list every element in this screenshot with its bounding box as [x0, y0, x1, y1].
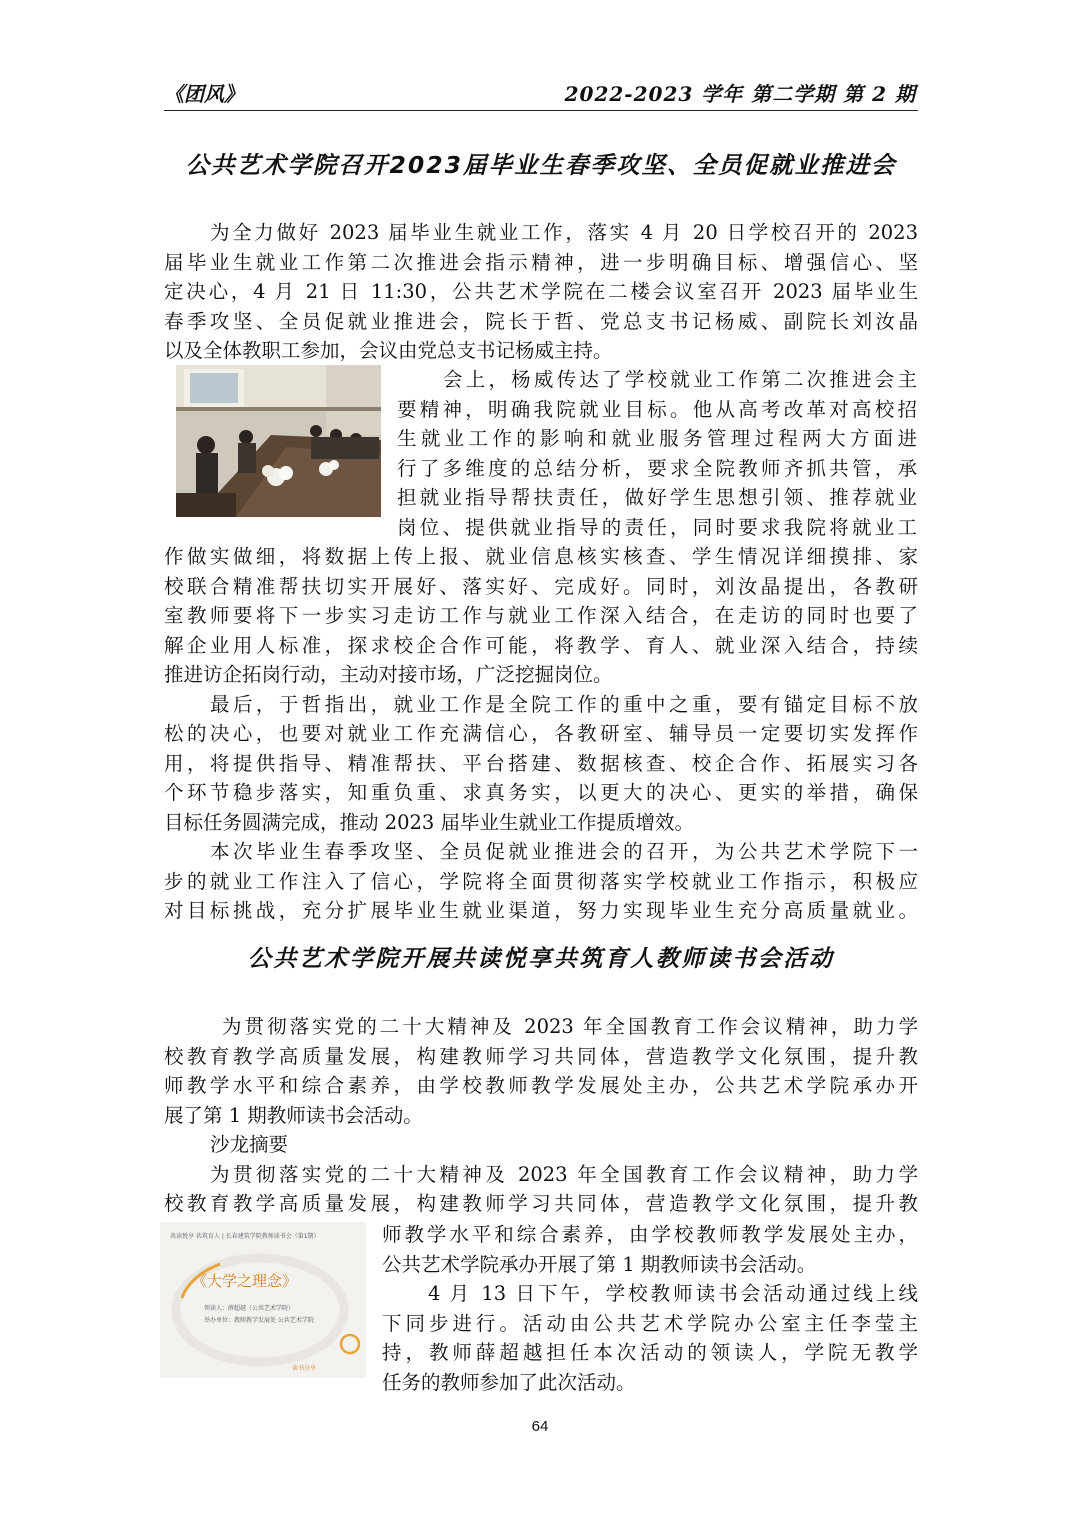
article1-body	[164, 542, 918, 926]
meeting-photo	[176, 365, 381, 517]
text-line: 松的决心，也要对就业工作充满信心，各教研室、辅导员一定要切实发挥作	[164, 722, 918, 745]
text-line: 校教育教学高质量发展，构建教师学习共同体，营造教学文化氛围，提升教	[164, 1192, 918, 1215]
page-header	[164, 76, 918, 111]
text-line: 公共艺术学院承办开展了第 1 期教师读书会活动。	[382, 1252, 817, 1276]
slide-book-title: 《大学之理念》	[192, 1272, 298, 1290]
text-line: 最后，于哲指出，就业工作是全院工作的重中之重，要有锚定目标不放	[210, 692, 918, 716]
text-line: 要精神，明确我院就业目标。他从高考改革对高校招	[397, 397, 917, 421]
text-line: 担就业指导帮扶责任，做好学生思想引领、推荐就业	[397, 486, 917, 509]
slide-line-1: 领读人：薛超越（公共艺术学院）	[204, 1305, 295, 1312]
text-line: 为全力做好 2023 届毕业生就业工作，落实 4 月 20 日学校召开的 2023	[210, 221, 918, 244]
text-line: 行了多维度的总结分析，要求全院教师齐抓共管，承	[397, 456, 917, 480]
text-line: 本次毕业生春季攻坚、全员促就业推进会的召开，为公共艺术学院下一	[210, 840, 918, 863]
text-line: 持，教师薛超越担任本次活动的领读人，学院无教学	[382, 1341, 918, 1364]
article2-beside-slide	[382, 1220, 918, 1397]
article1-beside-photo	[397, 365, 917, 542]
slide-badge: 读书分享	[292, 1365, 317, 1372]
text-line: 校教育教学高质量发展，构建教师学习共同体，营造教学文化氛围，提升教	[164, 1044, 918, 1068]
text-line: 师教学水平和综合素养，由学校教师教学发展处主办，	[382, 1223, 918, 1246]
text-line: 步的就业工作注入了信心，学院将全面贯彻落实学校就业工作指示，积极应	[164, 869, 918, 893]
text-line: 室教师要将下一步实习走访工作与就业工作深入结合，在走访的同时也要了	[164, 604, 918, 627]
article1-title: 公共艺术学院召开2023届毕业生春季攻坚、全员促就业推进会	[185, 151, 897, 179]
text-line: 定决心，4 月 21 日 11:30，公共艺术学院在二楼会议室召开 2023 届毕业生	[164, 280, 918, 303]
text-line: 任务的教师参加了此次活动。	[382, 1370, 636, 1394]
article2-title: 公共艺术学院开展共读悦享共筑育人教师读书会活动	[247, 946, 835, 972]
text-line: 届毕业生就业工作第二次推进会指示精神，进一步明确目标、增强信心、坚	[164, 250, 918, 274]
text-line: 春季攻坚、全员促就业推进会，院长于哲、党总支书记杨威、副院长刘汝晶	[164, 309, 918, 333]
text-line: 师教学水平和综合素养，由学校教师教学发展处主办，公共艺术学院承办开	[164, 1074, 918, 1097]
article2-intro	[164, 1012, 918, 1219]
issue-info: 2022-2023 学年 第二学期 第 2 期	[564, 82, 916, 106]
text-line: 为贯彻落实党的二十大精神及 2023 年全国教育工作会议精神，助力学	[210, 1162, 918, 1186]
text-line: 校联合精准帮扶切实开展好、落实好、完成好。同时，刘汝晶提出，各教研	[164, 574, 918, 598]
salon-summary-heading: 沙龙摘要	[210, 1133, 289, 1156]
text-line: 以及全体教职工参加，会议由党总支书记杨威主持。	[164, 339, 613, 362]
text-line: 为贯彻落实党的二十大精神及 2023 年全国教育工作会议精神，助力学	[222, 1015, 918, 1038]
text-line: 解企业用人标准，探求校企合作可能，将教学、育人、就业深入结合，持续	[164, 633, 918, 657]
article1-intro	[164, 218, 918, 366]
text-line: 岗位、提供就业指导的责任，同时要求我院将就业工	[397, 515, 917, 539]
text-line: 展了第 1 期教师读书会活动。	[164, 1103, 423, 1127]
text-line: 个环节稳步落实，知重负重、求真务实，以更大的决心、更实的举措，确保	[164, 781, 918, 804]
journal-name: 《团风》	[164, 82, 244, 106]
text-line: 作做实做细，将数据上传上报、就业信息核实核查、学生情况详细摸排、家	[164, 545, 918, 568]
text-line: 目标任务圆满完成，推动 2023 届毕业生就业工作提质增效。	[164, 810, 695, 834]
text-line: 生就业工作的影响和就业服务管理过程两大方面进	[397, 427, 917, 450]
text-line: 下同步进行。活动由公共艺术学院办公室主任李莹主	[382, 1311, 918, 1335]
text-line: 4 月 13 日下午，学校教师读书会活动通过线上线	[428, 1282, 918, 1305]
text-line: 会上，杨威传达了学校就业工作第二次推进会主	[443, 368, 917, 391]
reading-club-slide	[160, 1222, 366, 1378]
text-line: 推进访企拓岗行动，主动对接市场，广泛挖掘岗位。	[164, 663, 613, 686]
slide-top-line: 共读悦享 共筑育人 | 长春建筑学院教师读书会（第1期）	[170, 1233, 320, 1240]
text-line: 用，将提供指导、精准帮扶、平台搭建、数据核查、校企合作、拓展实习各	[164, 751, 918, 775]
text-line: 对目标挑战，充分扩展毕业生就业渠道，努力实现毕业生充分高质量就业。	[164, 899, 918, 922]
slide-line-2: 举办单位：教师教学发展处 公共艺术学院	[204, 1317, 314, 1324]
page-number: 64	[531, 1418, 549, 1435]
